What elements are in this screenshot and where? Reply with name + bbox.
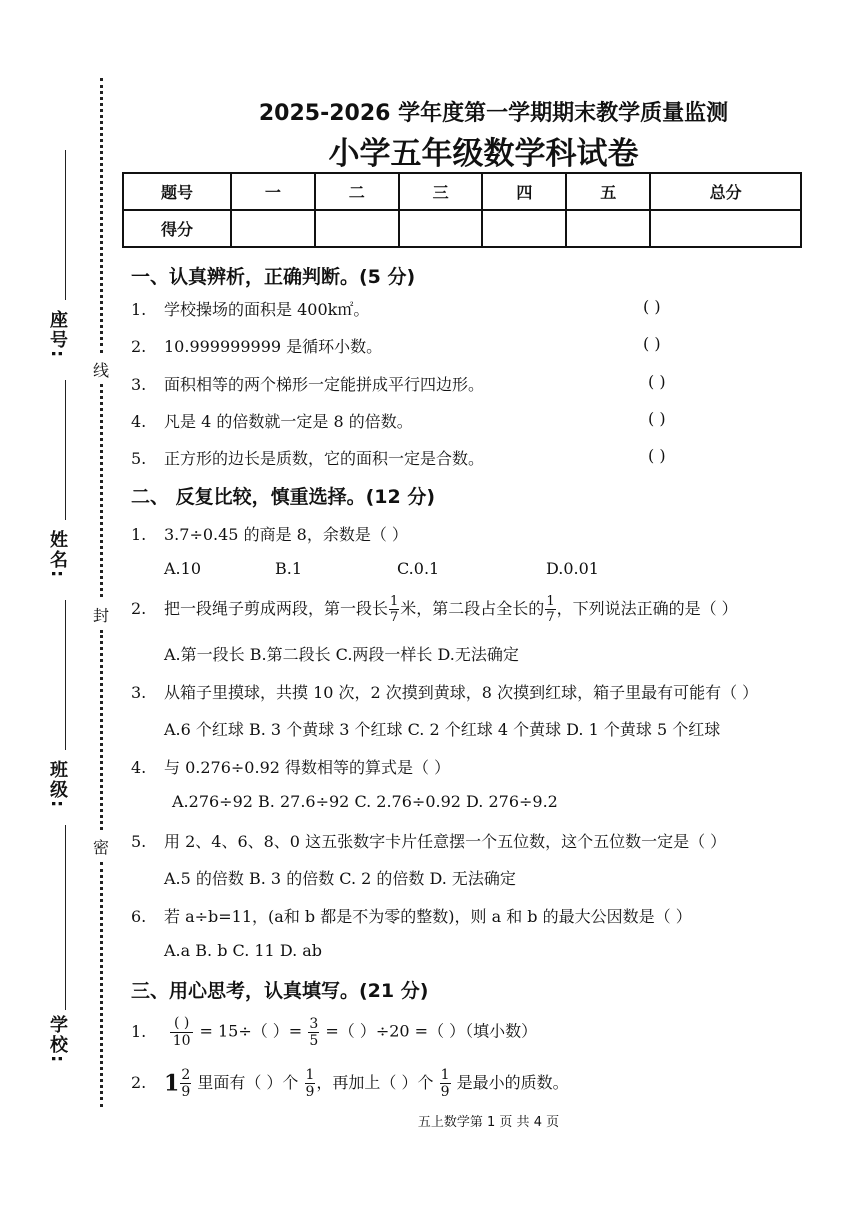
- judgment-item-2: [131, 334, 382, 357]
- question-text: ，再加上（ ）个: [316, 1073, 439, 1092]
- seal-char-xian: 线: [93, 361, 110, 380]
- equation-text: =（ ）÷20 =（ ）（填小数）: [320, 1021, 538, 1041]
- question-number: 5.: [131, 449, 147, 468]
- score-table-score-row: [123, 210, 801, 247]
- class-line: [65, 600, 66, 750]
- score-cell: 一: [231, 173, 315, 210]
- question-number: 4.: [131, 412, 147, 431]
- fraction-denominator: 9: [440, 1084, 450, 1100]
- question-text: 若 a÷b=11，(a和 b 都是不为零的整数)，则 a 和 b 的最大公因数是（ ）: [164, 907, 692, 926]
- seat-label: 座号:: [47, 310, 68, 360]
- seal-line-dotted-2: [100, 384, 103, 597]
- question-text: 凡是 4 的倍数就一定是 8 的倍数。: [164, 412, 413, 431]
- question-number: 4.: [131, 758, 147, 777]
- question-number: 3.: [131, 375, 147, 394]
- score-input-cell[interactable]: [566, 210, 650, 247]
- score-cell: 二: [315, 173, 399, 210]
- answer-blank[interactable]: ( ): [648, 446, 666, 465]
- question-text: 从箱子里摸球，共摸 10 次，2 次摸到黄球，8 次摸到红球，箱子里最有可能有（ ）: [164, 683, 759, 702]
- question-number: 1.: [131, 300, 147, 319]
- options[interactable]: A.276÷92 B. 27.6÷92 C. 2.76÷0.92 D. 276÷9.2: [172, 792, 558, 811]
- question-number: 2.: [131, 1073, 147, 1092]
- seal-char-feng: 封: [93, 606, 110, 625]
- question-number: 2.: [131, 337, 147, 356]
- section-title-1: 一、认真辨析，正确判断。(5 分): [131, 266, 416, 288]
- answer-blank[interactable]: ( ): [648, 372, 666, 391]
- judgment-item-4: [131, 409, 413, 432]
- seal-char-mi: 密: [93, 838, 110, 857]
- score-input-cell[interactable]: [315, 210, 399, 247]
- answer-blank[interactable]: ( ): [648, 409, 666, 428]
- question-text: 3.7÷0.45 的商是 8，余数是（ ）: [164, 525, 408, 544]
- score-table: [122, 172, 802, 248]
- score-cell: 题号: [123, 173, 231, 210]
- seal-line-dotted-3: [100, 630, 103, 830]
- score-cell: 四: [482, 173, 566, 210]
- score-cell: 三: [399, 173, 483, 210]
- fraction-numerator: 1: [390, 594, 399, 609]
- fraction-denominator: 9: [181, 1084, 191, 1100]
- question-text: ，下列说法正确的是（ ）: [556, 599, 738, 618]
- question-text: 面积相等的两个梯形一定能拼成平行四边形。: [164, 375, 485, 394]
- question-number: 1.: [131, 525, 147, 544]
- choice-question-3: [131, 680, 758, 703]
- fraction: [440, 1068, 451, 1099]
- choice-question-5: [131, 829, 726, 852]
- score-input-cell[interactable]: [399, 210, 483, 247]
- school-label: 学校:: [47, 1015, 68, 1065]
- equation-text: = 15÷（ ）=: [194, 1021, 308, 1041]
- option-d[interactable]: D.0.01: [546, 559, 599, 578]
- question-text: 与 0.276÷0.92 得数相等的算式是（ ）: [164, 758, 451, 777]
- page-footer: 五上数学第 1 页 共 4 页: [417, 1115, 560, 1130]
- seal-line-dotted-4: [100, 862, 103, 1107]
- question-text: 用 2、4、6、8、0 这五张数字卡片任意摆一个五位数，这个五位数一定是（ ）: [164, 832, 727, 851]
- score-cell: 五: [566, 173, 650, 210]
- choice-question-4: [131, 755, 450, 778]
- fraction: [305, 1068, 316, 1099]
- question-number: 6.: [131, 907, 147, 926]
- fraction-numerator: 3: [309, 1015, 319, 1032]
- score-cell: 总分: [650, 173, 801, 210]
- section-title-2: 二、 反复比较，慎重选择。(12 分): [131, 486, 436, 508]
- judgment-item-3: [131, 372, 484, 395]
- question-text: 是最小的质数。: [451, 1073, 569, 1092]
- question-text: 里面有（ ）个: [192, 1073, 304, 1092]
- score-cell: 得分: [123, 210, 231, 247]
- options[interactable]: A.6 个红球 B. 3 个黄球 3 个红球 C. 2 个红球 4 个黄球 D. 1 个黄球 5 个红球: [164, 720, 721, 739]
- options[interactable]: A.a B. b C. 11 D. ab: [164, 941, 323, 960]
- option-b[interactable]: B.1: [275, 559, 303, 578]
- answer-blank[interactable]: ( ): [643, 297, 661, 316]
- fill-question-1: [131, 1016, 537, 1048]
- judgment-item-1: [131, 297, 369, 320]
- question-text: 正方形的边长是质数，它的面积一定是合数。: [164, 449, 485, 468]
- fraction-denominator: 5: [309, 1032, 319, 1049]
- score-input-cell[interactable]: [482, 210, 566, 247]
- answer-blank[interactable]: ( ): [643, 334, 661, 353]
- fraction-denominator: 9: [305, 1084, 315, 1100]
- fraction: [545, 595, 555, 624]
- fraction-blank[interactable]: [170, 1016, 193, 1048]
- choice-question-2: [131, 595, 738, 624]
- exam-title: 2025-2026 学年度第一学期期末教学质量监测: [258, 101, 729, 126]
- fill-question-2: [131, 1068, 569, 1099]
- judgment-item-5: [131, 446, 484, 469]
- question-text: 米，第二段占全长的: [400, 599, 545, 618]
- section-title-3: 三、用心思考，认真填写。(21 分): [131, 980, 429, 1002]
- score-table-header-row: [123, 173, 801, 210]
- fraction-denominator: 7: [390, 610, 399, 625]
- choice-question-6: [131, 904, 692, 927]
- school-line: [65, 825, 66, 1010]
- mixed-number-whole: 1: [164, 1070, 180, 1097]
- fraction-numerator: 2: [181, 1067, 191, 1083]
- fraction-numerator: 1: [305, 1067, 315, 1083]
- class-label: 班级:: [47, 760, 68, 810]
- name-label: 姓名:: [47, 530, 68, 580]
- fraction-numerator: 1: [546, 594, 555, 609]
- question-text: 10.999999999 是循环小数。: [164, 337, 383, 356]
- question-number: 1.: [131, 1021, 147, 1041]
- option-c[interactable]: C.0.1: [397, 559, 440, 578]
- choice-question-1: [131, 522, 408, 545]
- fraction: [180, 1068, 191, 1099]
- fraction-numerator: 1: [440, 1067, 450, 1083]
- option-a[interactable]: A.10: [164, 559, 201, 578]
- fraction: [308, 1017, 319, 1048]
- options[interactable]: A.第一段长 B.第二段长 C.两段一样长 D.无法确定: [164, 645, 519, 664]
- score-input-cell[interactable]: [231, 210, 315, 247]
- question-text: 学校操场的面积是 400k㎡。: [164, 300, 370, 319]
- question-number: 2.: [131, 599, 147, 618]
- options[interactable]: A.5 的倍数 B. 3 的倍数 C. 2 的倍数 D. 无法确定: [164, 869, 516, 888]
- name-line: [65, 380, 66, 520]
- score-input-cell[interactable]: [650, 210, 801, 247]
- question-text: 把一段绳子剪成两段，第一段长: [164, 599, 389, 618]
- fraction-denominator: 10: [172, 1033, 191, 1049]
- question-number: 3.: [131, 683, 147, 702]
- fraction-numerator-blank[interactable]: ( ): [170, 1016, 193, 1033]
- fraction-denominator: 7: [546, 610, 555, 625]
- question-number: 5.: [131, 832, 147, 851]
- fraction: [389, 595, 399, 624]
- exam-subtitle: 小学五年级数学科试卷: [328, 136, 639, 172]
